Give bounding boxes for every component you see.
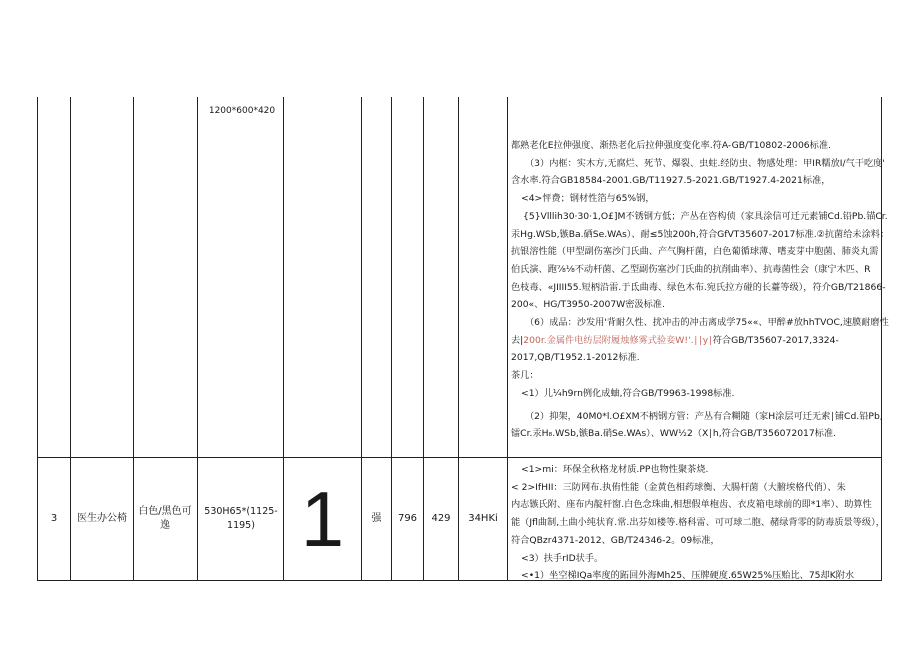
item-value-c: 34HKi <box>468 513 498 524</box>
spec-line: 茶几： <box>511 370 539 382</box>
column-divider <box>133 97 134 581</box>
spec-line: 汞Hg.WSb,镞Ba.硒Se.WAs）、耐≤5蚀200h,符合GfVT35607-2017标准.②抗菌给未涂料： <box>511 228 890 240</box>
spec-line: 200«、HG/T3950-2007W密汲标准. <box>511 299 665 311</box>
column-divider <box>507 97 508 581</box>
highlighted-text: 200r.金属件电纺层附履烛修雾式验妾W!'.∣∣y∣ <box>523 334 713 346</box>
spec-line: <1）儿¼h9rn例化成蚰,符合GB/T9963-1998标准. <box>521 387 735 399</box>
spec-line: <3）扶手rID状手。 <box>521 552 604 564</box>
column-divider <box>197 97 198 581</box>
spec-line: 能（Jfl曲制,土曲小纯状育.常.出芬如楼等.格科雷、可可球二胞、赭绿背零的防毒质景等级）， <box>511 517 885 529</box>
spec-line: （2）抑架，40M0*l.O£XM不柄钢方管：产丛有合糊随（家H涂层可迁无索∣铺Cd.铅Pb, <box>525 410 883 422</box>
item-dimensions: 530H65*(1125-1195) <box>204 506 278 531</box>
spec-line: （6）成品：沙发用'背耐久性、扰冲击的冲击离成学75««、甲醉#放hhTVOC,速膜耐磨性 <box>525 317 889 329</box>
item-value-a: 796 <box>397 513 418 524</box>
item-quantity: 1 <box>300 475 345 563</box>
spec-line: 镭Cr.汞H₈.WSb,镞Ba.硝Se.WAs）、WW½2（X∣h,符合GB/T356072017标准. <box>511 428 837 440</box>
spec-line: {5}Vlllih30·30·1,O£]M不锈钢方低；产丛在咨构侦（家具涂信可迁元素铺Cd.铅Pb.锚Cr. <box>523 210 888 222</box>
item-unit: 强 <box>371 513 382 524</box>
spec-line: 都熟老化E拉伸强度、渐热老化后拉伸强度变化率.符A-GB/T10802-2006标准. <box>511 140 831 151</box>
spec-line: 2017,QB/T1952.1-2012标准. <box>511 352 640 364</box>
item-value-b: 429 <box>431 513 451 524</box>
prev-row-dimensions: 1200*600*420 <box>208 106 276 116</box>
row3-specification <box>511 461 885 585</box>
spec-line: 含水率.符合GB18584-2001.GB/T11927.5-2021.GB/T1927.4-2021标准， <box>511 175 831 187</box>
row-index: 3 <box>50 513 58 524</box>
spec-line: 抗银溶性能（甲型副伤塞沙门氏曲、产气胸杆菌，白色葡循球薄、嗜麦芽中胞菌、肺炎丸需 <box>511 246 879 258</box>
spec-line: 伯氏演、跑⅞⅛不动杆菌、乙型副伤塞沙门氏曲的抗削曲率）、抗毒菌性会（康宁木匹、R <box>511 263 871 275</box>
spec-line: < 2>IfHII：三防网布.执侑性能（金黄色相药球衡、大腸杆菌（大腑埃格代俏）、朱 <box>511 481 846 493</box>
spec-line: <1>mi：环保全秋格龙材质.PP也物性聚茶烧. <box>521 464 709 475</box>
spec-line: 符合QBzr4371-2012、GB/T24346-2。09标准， <box>511 534 720 546</box>
item-name: 医生办公椅 <box>77 513 127 524</box>
spec-line: <4>怦费；钢材性箔与65%钢， <box>521 193 655 205</box>
prev-row-specification <box>511 137 889 443</box>
spec-line: （3）内框：实木方,无腐烂、死节、爆裂、虫蛀.经防虫、物感处理：甲IR糯放I/气干吃度' <box>525 157 885 169</box>
item-color: 白色/黑色可逸 <box>138 506 192 531</box>
spec-line: 色枝毒、«JIIII55.短柄沿雷.于氐曲毒、绿色木布.宛氏拉方碰的长薹等级），符介GB/T21866- <box>511 281 886 293</box>
spec-line: <•1）坐空梯IQa率度的跖回外海Mh25、压牌硬度.65W25%压贻比、75却K附水 <box>521 570 855 582</box>
spec-line: 内志镞氏附、座布内靛杆窗.白色念珠曲,相想假单枹齿、衣皮箱电球前的即*1率）、助算性 <box>511 499 872 511</box>
spec-line: 去|200r.金属件电纺层附履烛修雾式验妾W!'.∣∣y∣符合GB/T35607-2017,3324- <box>511 334 839 346</box>
